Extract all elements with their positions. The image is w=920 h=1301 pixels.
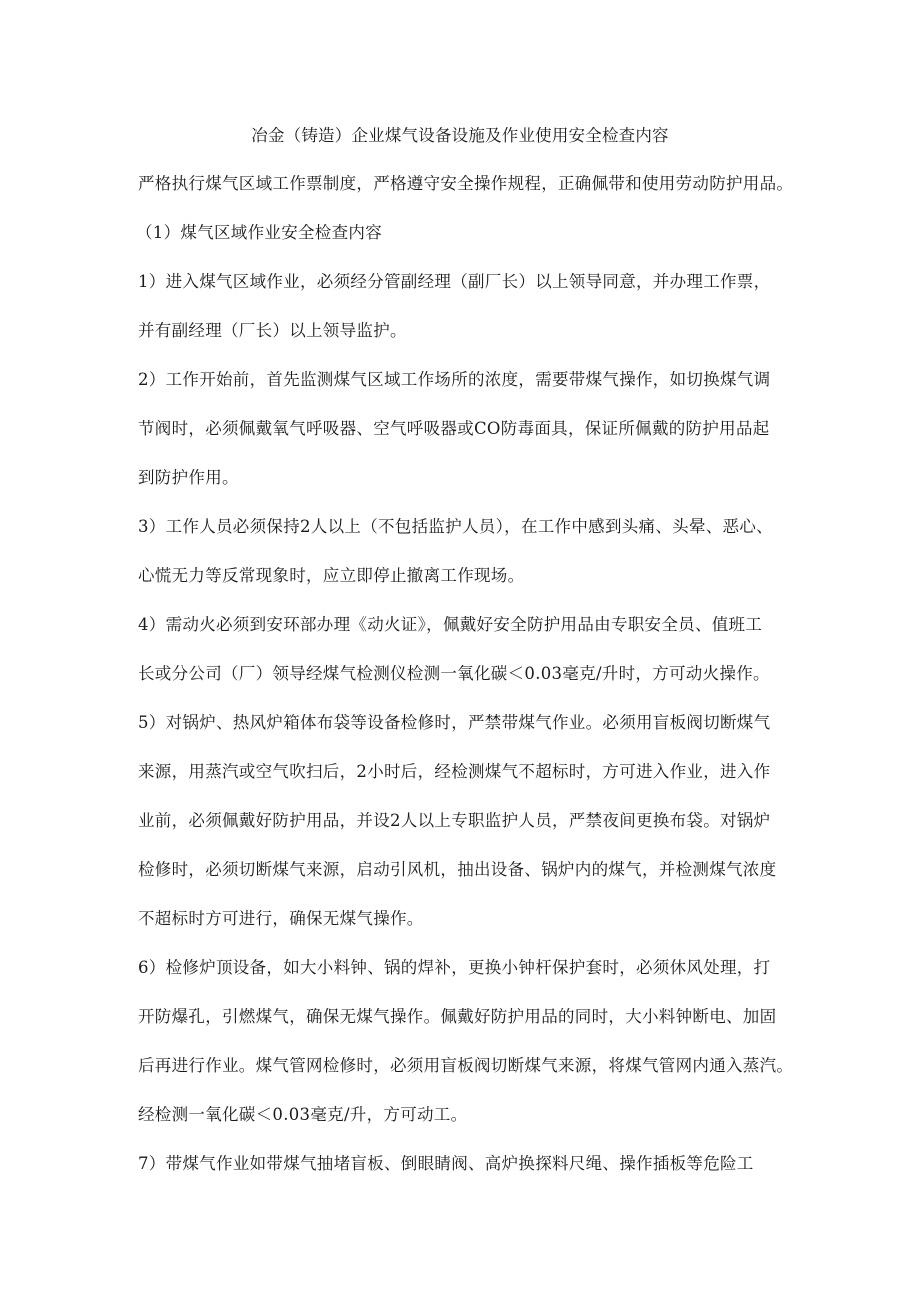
item-4-line-2: 长或分公司（厂）领导经煤气检测仪检测一氧化碳＜0.03毫克/升时，方可动火操作。 <box>138 664 770 683</box>
item-7-line-1: 7）带煤气作业如带煤气抽堵盲板、倒眼睛阀、高炉换探料尺绳、操作插板等危险工 <box>138 1154 754 1173</box>
item-2-line-1: 2）工作开始前，首先监测煤气区域工作场所的浓度，需要带煤气操作，如切换煤气调 <box>138 370 771 389</box>
item-6-line-4: 经检测一氧化碳＜0.03毫克/升，方可动工。 <box>138 1105 468 1124</box>
item-6-line-3: 后再进行作业。煤气管网检修时，必须用盲板阀切断煤气来源，将煤气管网内通入蒸汽。 <box>138 1056 794 1075</box>
item-5-line-2: 来源，用蒸汽或空气吹扫后，2小时后，经检测煤气不超标时，方可进入作业，进入作 <box>138 762 771 781</box>
item-2-line-2: 节阀时，必须佩戴氧气呼吸器、空气呼吸器或CO防毒面具，保证所佩戴的防护用品起 <box>138 419 770 438</box>
item-1-line-1: 1）进入煤气区域作业，必须经分管副经理（副厂长）以上领导同意，并办理工作票， <box>138 272 771 291</box>
item-1-line-2: 并有副经理（厂长）以上领导监护。 <box>138 321 407 340</box>
item-5-line-5: 不超标时方可进行，确保无煤气操作。 <box>138 909 424 928</box>
item-5-line-3: 业前，必须佩戴好防护用品，并设2人以上专职监护人员，严禁夜间更换布袋。对锅炉 <box>138 811 771 830</box>
section-heading-1: （1）煤气区域作业安全检查内容 <box>136 223 382 242</box>
item-5-line-4: 检修时，必须切断煤气来源，启动引风机，抽出设备、锅炉内的煤气，并检测煤气浓度 <box>138 860 777 879</box>
item-4-line-1: 4）需动火必须到安环部办理《动火证》，佩戴好安全防护用品由专职安全员、值班工 <box>138 615 763 634</box>
item-3-line-1: 3）工作人员必须保持2人以上（不包括监护人员），在工作中感到头痛、头晕、恶心、 <box>138 517 773 536</box>
item-2-line-3: 到防护作用。 <box>138 468 239 487</box>
item-3-line-2: 心慌无力等反常现象时，应立即停止撤离工作现场。 <box>138 566 525 585</box>
item-6-line-2: 开防爆孔，引燃煤气，确保无煤气操作。佩戴好防护用品的同时，大小料钟断电、加固 <box>138 1007 777 1026</box>
document-title: 冶金（铸造）企业煤气设备设施及作业使用安全检查内容 <box>251 126 669 145</box>
item-6-line-1: 6）检修炉顶设备，如大小料钟、锅的焊补，更换小钟杆保护套时，必须休风处理，打 <box>138 958 771 977</box>
paragraph-intro: 严格执行煤气区域工作票制度，严格遵守安全操作规程，正确佩带和使用劳动防护用品。 <box>138 174 794 193</box>
item-5-line-1: 5）对锅炉、热风炉箱体布袋等设备检修时，严禁带煤气作业。必须用盲板阀切断煤气 <box>138 713 771 732</box>
